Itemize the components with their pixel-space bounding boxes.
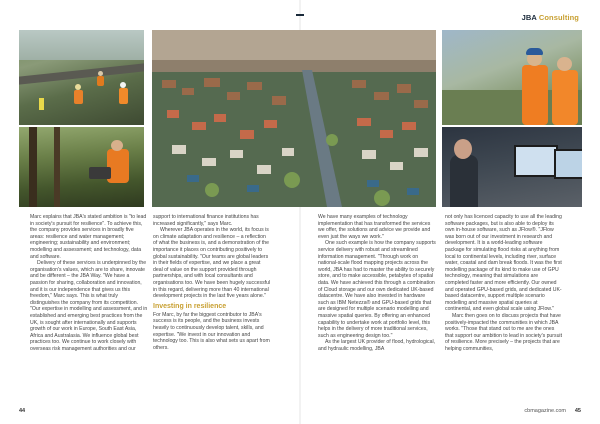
page-number-right: 45 <box>574 408 581 414</box>
paragraph: Delivery of these services is underpinned by the organisation's values, which are to share, innovate and be different – the JBA Way. "We have a passion for sharing, collaboration and innovation, and it is our independence that gives us this freedom," Marc says. This is what truly distinguishes the company from its competition. "Our expertise in modelling and assessment, and in established and emerging best practices from the UK, is sought after internationally and supports growth of our work in Europe, South East Asia, Africa and Australasia. We influence global best practices too. We continue to work closely with overseas risk management authorities and our <box>30 260 148 352</box>
text-column-3 <box>318 214 436 352</box>
text-column-1 <box>30 214 148 352</box>
paragraph: As the largest UK provider of flood, hydrological, and hydraulic modelling, JBA <box>318 339 436 352</box>
top-center-mark <box>296 14 304 16</box>
paragraph: support to international finance institutions has increased significantly," says Marc. <box>153 214 259 227</box>
paragraph: We have many examples of technology implementation that has transformed the services we offer, the solutions and advice we provide and even just the ways we work." <box>318 214 431 240</box>
paragraph: Marc explains that JBA's stated ambition is "to lead in society's pursuit for resilience". To achieve this, the company provides services in broadly five areas: resilience and water management; engineering; sustainability and environment; modelling and assessment; and technology, data and software. <box>30 214 147 260</box>
paragraph: For Marc, by far the biggest contributor to JBA's success is its people, and the business invests heavily to continuously develop talent, skills, and expertise. "We invest in our innovation and technology too. This is also what sets us apart from others. <box>153 311 270 351</box>
photo-workers-bridge <box>19 30 144 125</box>
photo-two-workers <box>442 30 582 125</box>
aerial-village-illustration <box>152 30 436 207</box>
paragraph: Marc then goes on to discuss projects that have positively-impacted the communities in which JBA works. "Those that stand out to me are the ones that support our ambition to lead in society's pursuit of resilience. More precisely – the projects that are helping communities, <box>445 312 562 352</box>
photo-aerial-floating-village <box>152 30 436 207</box>
page-number-left: 44 <box>19 408 26 414</box>
photo-worker-forest <box>19 127 144 207</box>
text-column-2 <box>153 214 271 351</box>
footer-site[interactable]: cbmagazine.com <box>524 408 566 414</box>
brand-header <box>522 13 579 22</box>
paragraph: not only has licenced capacity to use all the leading software packages, but is also able to deploy its own in-house software, such as JFlow®. "JFlow was born out of our investment in research and development. It is a world-leading software package for simulating flood risks at anything from local to continental levels, including river, surface water, coastal and dam break floods. It was the first modelling package of its kind to make use of GPU technology, meaning that simulations are completed faster and more efficiently. Our owned and operated GPU-based grids, and dedicated UK-based datacentre, support multiple scenario modelling and massive spatial queries at continental, and even global scale using JFlow." <box>445 214 562 313</box>
text-column-4 <box>445 214 563 352</box>
paragraph: One such example is how the company supports service delivery with robust and streamlined information management. "Through work on national-scale flood mapping projects across the world, JBA has had to master the ability to securely store, and to make accessible, petabytes of spatial data. We have achieved this through a combination of Cloud storage and our own dedicated UK-based datacentre. We have also invested in hardware such as IBM Netezza® and GPU-based grids that are designed for multiple scenario modelling and massive spatial queries. By offering an enhanced capability to undertake work at portfolio level, this helps in the delivery of more traditional services, such as engineering design too." <box>318 240 436 339</box>
brand-name: JBA <box>521 13 537 22</box>
paragraph: Wherever JBA operates in the world, its focus is on climate adaptation and resilience – a reflection of what the business is, and a demonstration of the importance it places on contributing positively to global sustainability. "Our teams are global leaders in their fields of expertise, and we place a great deal of value on the support provided through partnerships, and with local consultants and organisations too. We have been hugely successful in this regard, delivering more than 40 international development projects in the last five years alone." <box>153 227 271 300</box>
brand-accent: Consulting <box>538 13 579 22</box>
section-heading: Investing in resilience <box>153 302 227 310</box>
photo-man-computers <box>442 127 582 207</box>
